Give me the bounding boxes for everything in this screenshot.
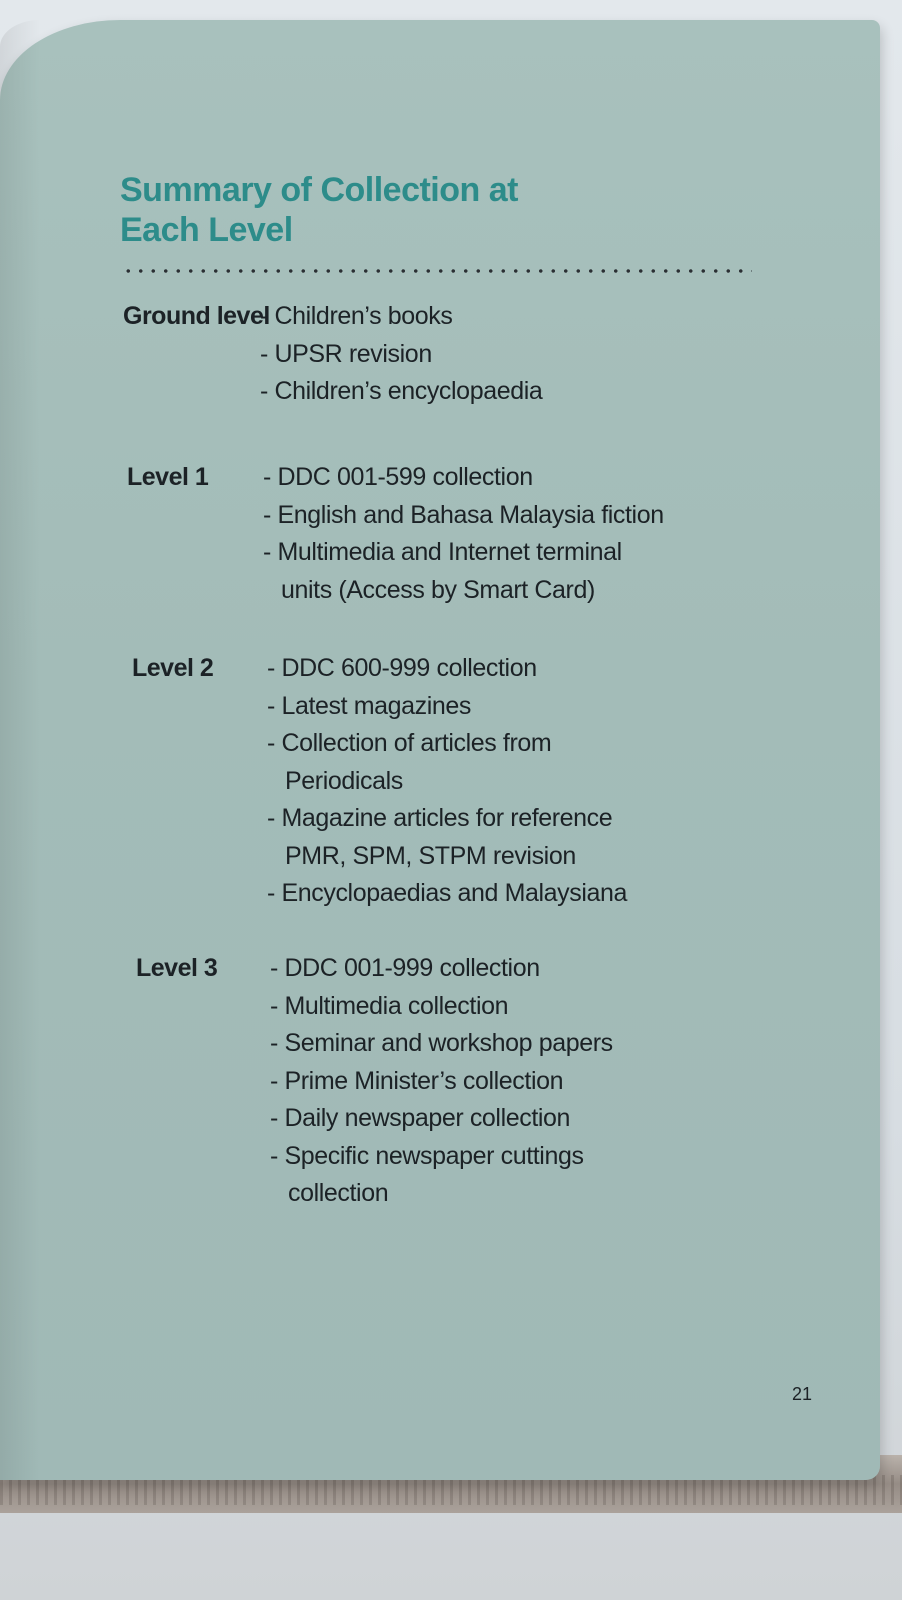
list-item: collection bbox=[288, 1179, 389, 1207]
list-item: - Prime Minister’s collection bbox=[270, 1066, 564, 1095]
page-title bbox=[120, 170, 518, 250]
list-item: - Children’s books bbox=[260, 302, 453, 330]
collection-list bbox=[260, 298, 542, 411]
level-label: Level 2 bbox=[132, 654, 214, 682]
list-item: - Multimedia collection bbox=[270, 991, 509, 1020]
page-number: 21 bbox=[792, 1384, 813, 1404]
list-item: - DDC 001-599 collection bbox=[263, 463, 533, 491]
list-item: - Multimedia and Internet terminal bbox=[263, 538, 622, 566]
title-line-1: Summary of Collection at bbox=[120, 171, 518, 209]
list-item: - Collection of articles from bbox=[267, 729, 552, 757]
list-item: - Children’s encyclopaedia bbox=[260, 377, 543, 405]
level-label: Level 1 bbox=[127, 463, 209, 491]
list-item: - English and Bahasa Malaysia fiction bbox=[263, 500, 664, 529]
list-item: - Specific newspaper cuttings bbox=[270, 1141, 584, 1170]
page-curl-shadow bbox=[0, 20, 40, 1480]
collection-list bbox=[270, 950, 613, 1213]
collection-list bbox=[263, 459, 664, 609]
title-line-2: Each Level bbox=[120, 211, 293, 249]
level-label: Level 3 bbox=[136, 954, 218, 982]
list-item: - Seminar and workshop papers bbox=[270, 1029, 613, 1057]
dotted-divider bbox=[122, 268, 752, 274]
list-item: Periodicals bbox=[285, 766, 403, 795]
list-item: - UPSR revision bbox=[260, 339, 432, 368]
level-label: Ground level bbox=[123, 302, 270, 330]
list-item: PMR, SPM, STPM revision bbox=[285, 841, 576, 870]
list-item: - Magazine articles for reference bbox=[267, 804, 613, 832]
list-item: - Daily newspaper collection bbox=[270, 1104, 571, 1132]
list-item: - Latest magazines bbox=[267, 691, 472, 720]
list-item: units (Access by Smart Card) bbox=[281, 575, 595, 604]
list-item: - DDC 600-999 collection bbox=[267, 654, 537, 682]
list-item: - DDC 001-999 collection bbox=[270, 954, 540, 982]
collection-list bbox=[267, 650, 627, 913]
list-item: - Encyclopaedias and Malaysiana bbox=[267, 879, 628, 907]
